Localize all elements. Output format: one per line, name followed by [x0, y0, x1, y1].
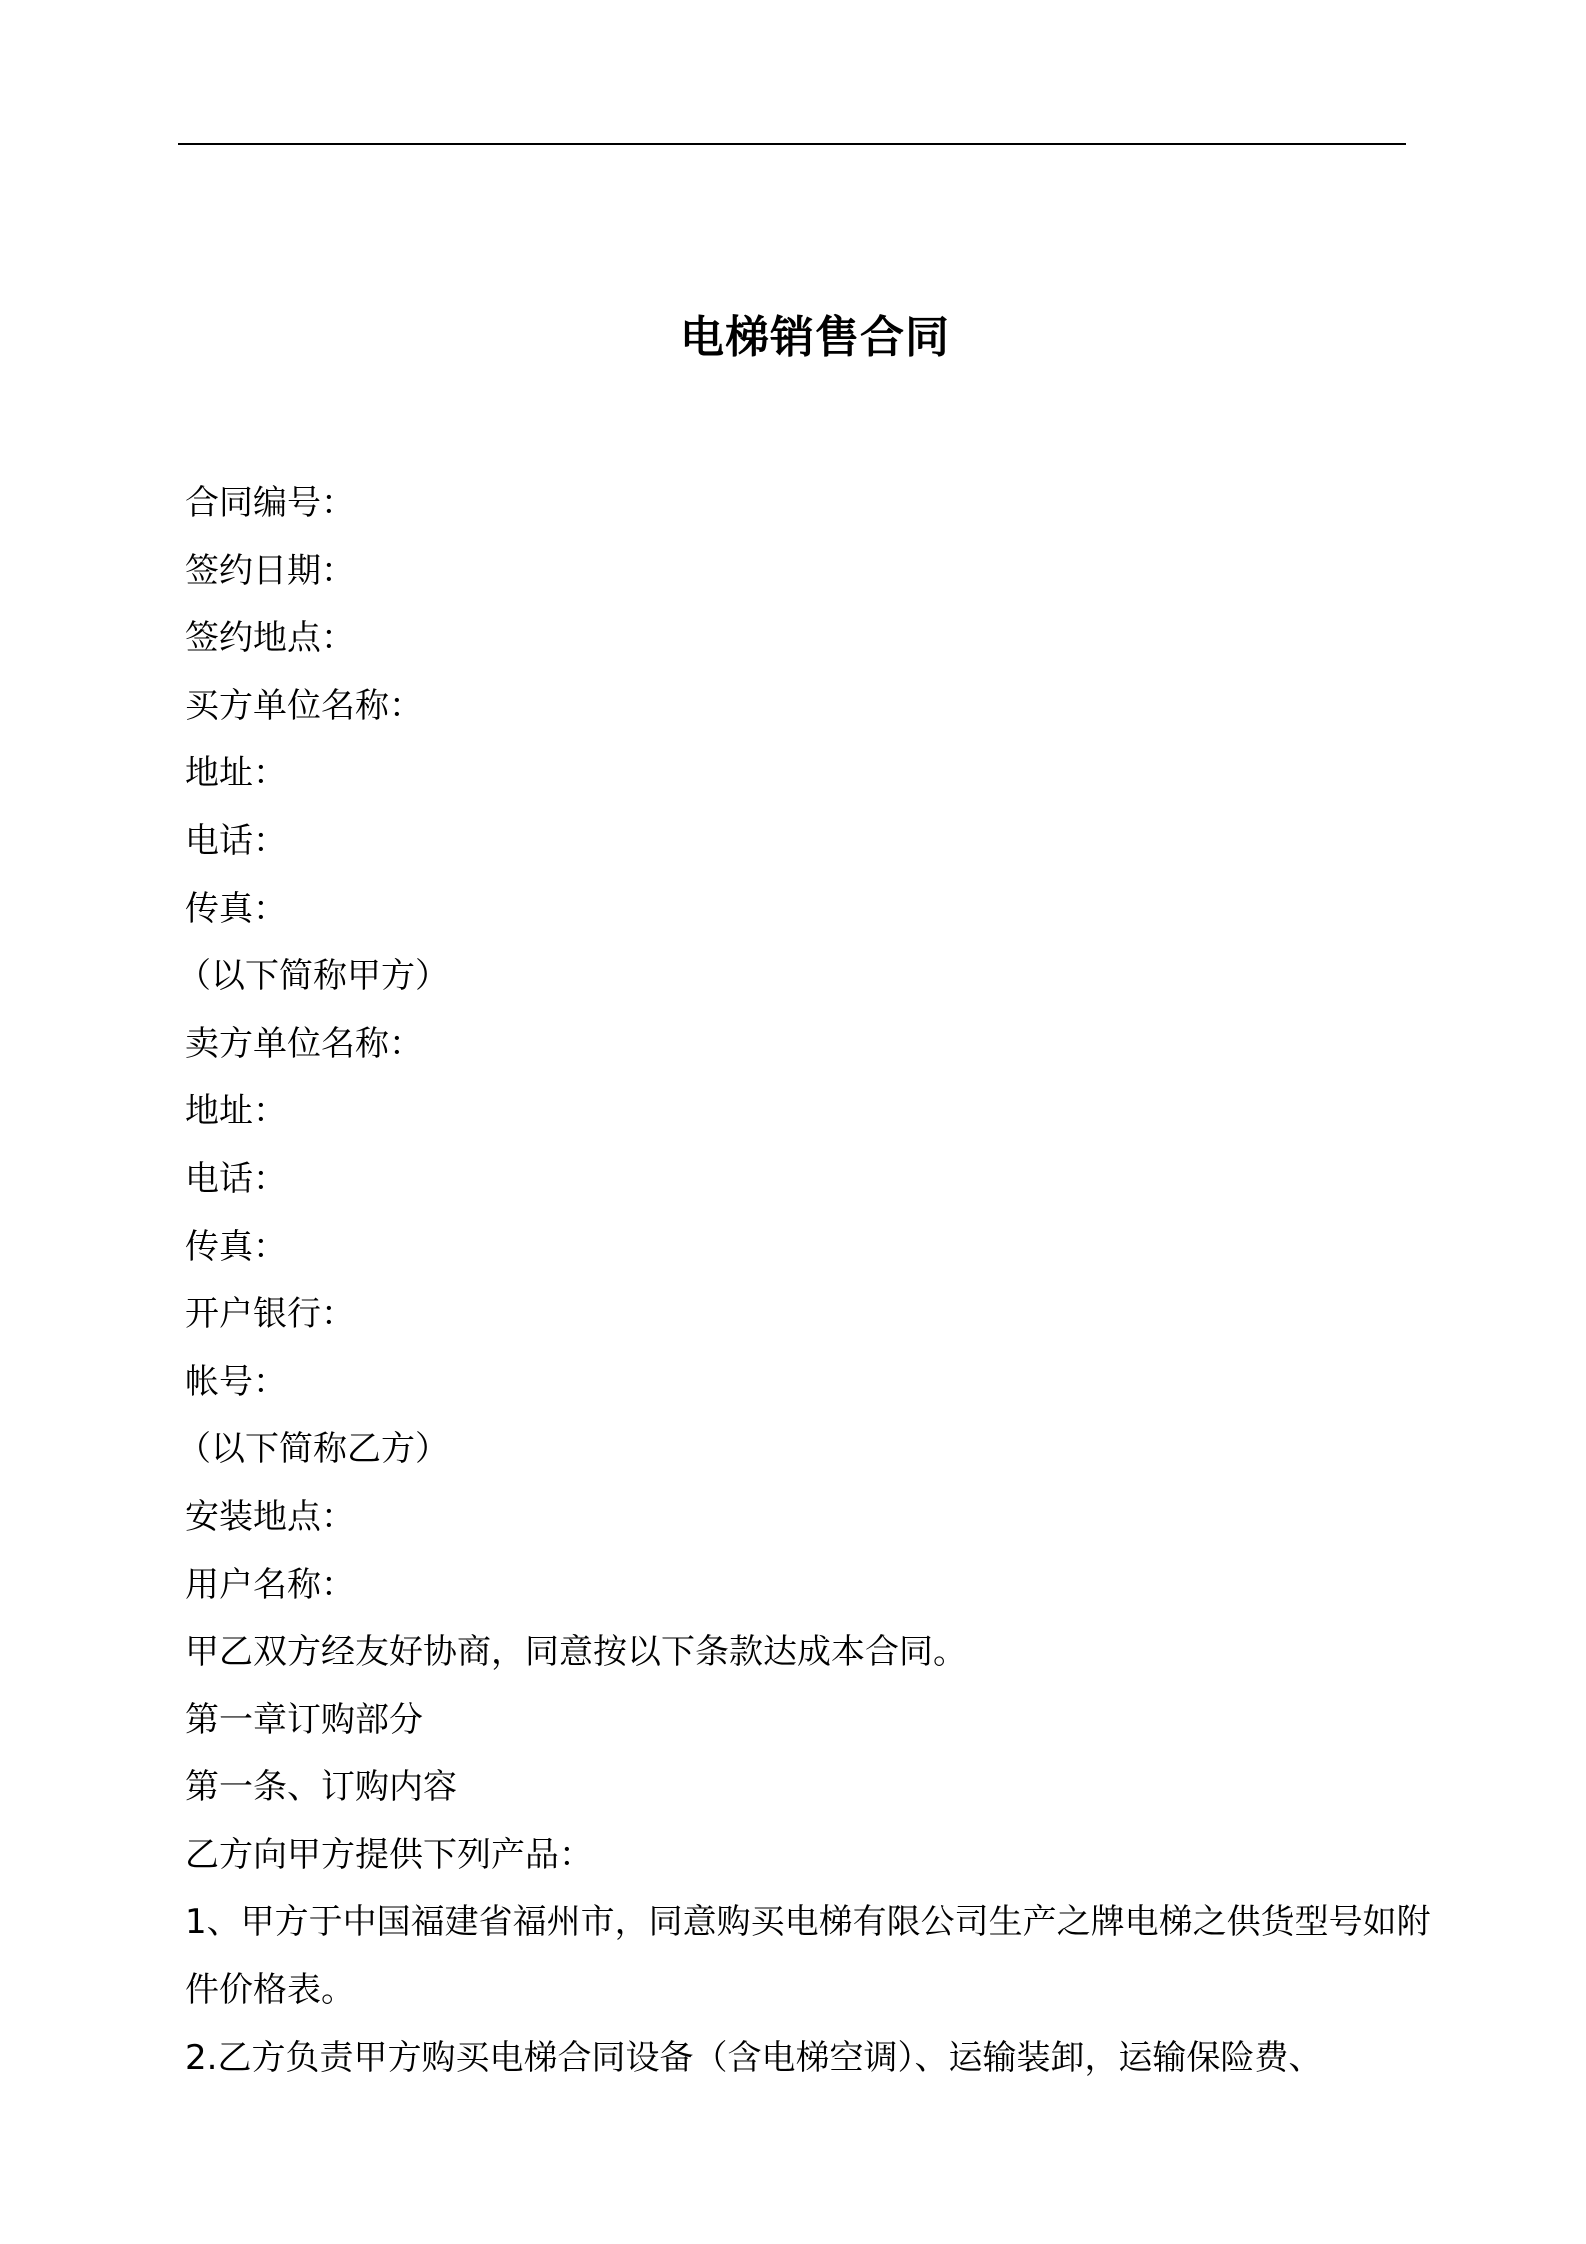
field-buyer-phone: 电话：	[185, 820, 287, 861]
document-title: 电梯销售合同	[680, 312, 950, 363]
field-contract-number: 合同编号：	[185, 483, 355, 523]
field-seller-account: 帐号：	[185, 1361, 287, 1402]
chapter-heading: 第一章订购部分	[185, 1699, 423, 1740]
seller-alias: （以下简称乙方）	[177, 1429, 449, 1470]
field-install-location: 安装地点：	[185, 1496, 355, 1537]
field-seller-phone: 电话：	[185, 1158, 287, 1199]
field-user-name: 用户名称：	[185, 1564, 355, 1605]
field-buyer-fax: 传真：	[185, 888, 287, 929]
header-rule	[178, 143, 1406, 145]
article-heading: 第一条、订购内容	[185, 1767, 457, 1808]
paragraph-agreement: 甲乙双方经友好协商，同意按以下条款达成本合同。	[185, 1632, 967, 1673]
field-signing-place: 签约地点：	[185, 618, 355, 659]
field-seller-fax: 传真：	[185, 1226, 287, 1267]
field-buyer-name: 买方单位名称：	[185, 685, 423, 726]
field-seller-name: 卖方单位名称：	[185, 1023, 423, 1064]
field-seller-address: 地址：	[185, 1091, 287, 1132]
field-seller-bank: 开户银行：	[185, 1294, 355, 1335]
document-body	[177, 470, 1445, 2092]
paragraph-clause-1: 1、甲方于中国福建省福州市，同意购买电梯有限公司生产之牌电梯之供货型号如附件价格表。	[185, 1902, 1431, 2011]
field-signing-date: 签约日期：	[185, 550, 355, 591]
paragraph-supply-intro: 乙方向甲方提供下列产品：	[185, 1834, 593, 1875]
buyer-alias: （以下简称甲方）	[177, 956, 449, 997]
paragraph-clause-2: 2.乙方负责甲方购买电梯合同设备（含电梯空调）、运输装卸，运输保险费、	[185, 2037, 1323, 2078]
field-buyer-address: 地址：	[185, 753, 287, 794]
